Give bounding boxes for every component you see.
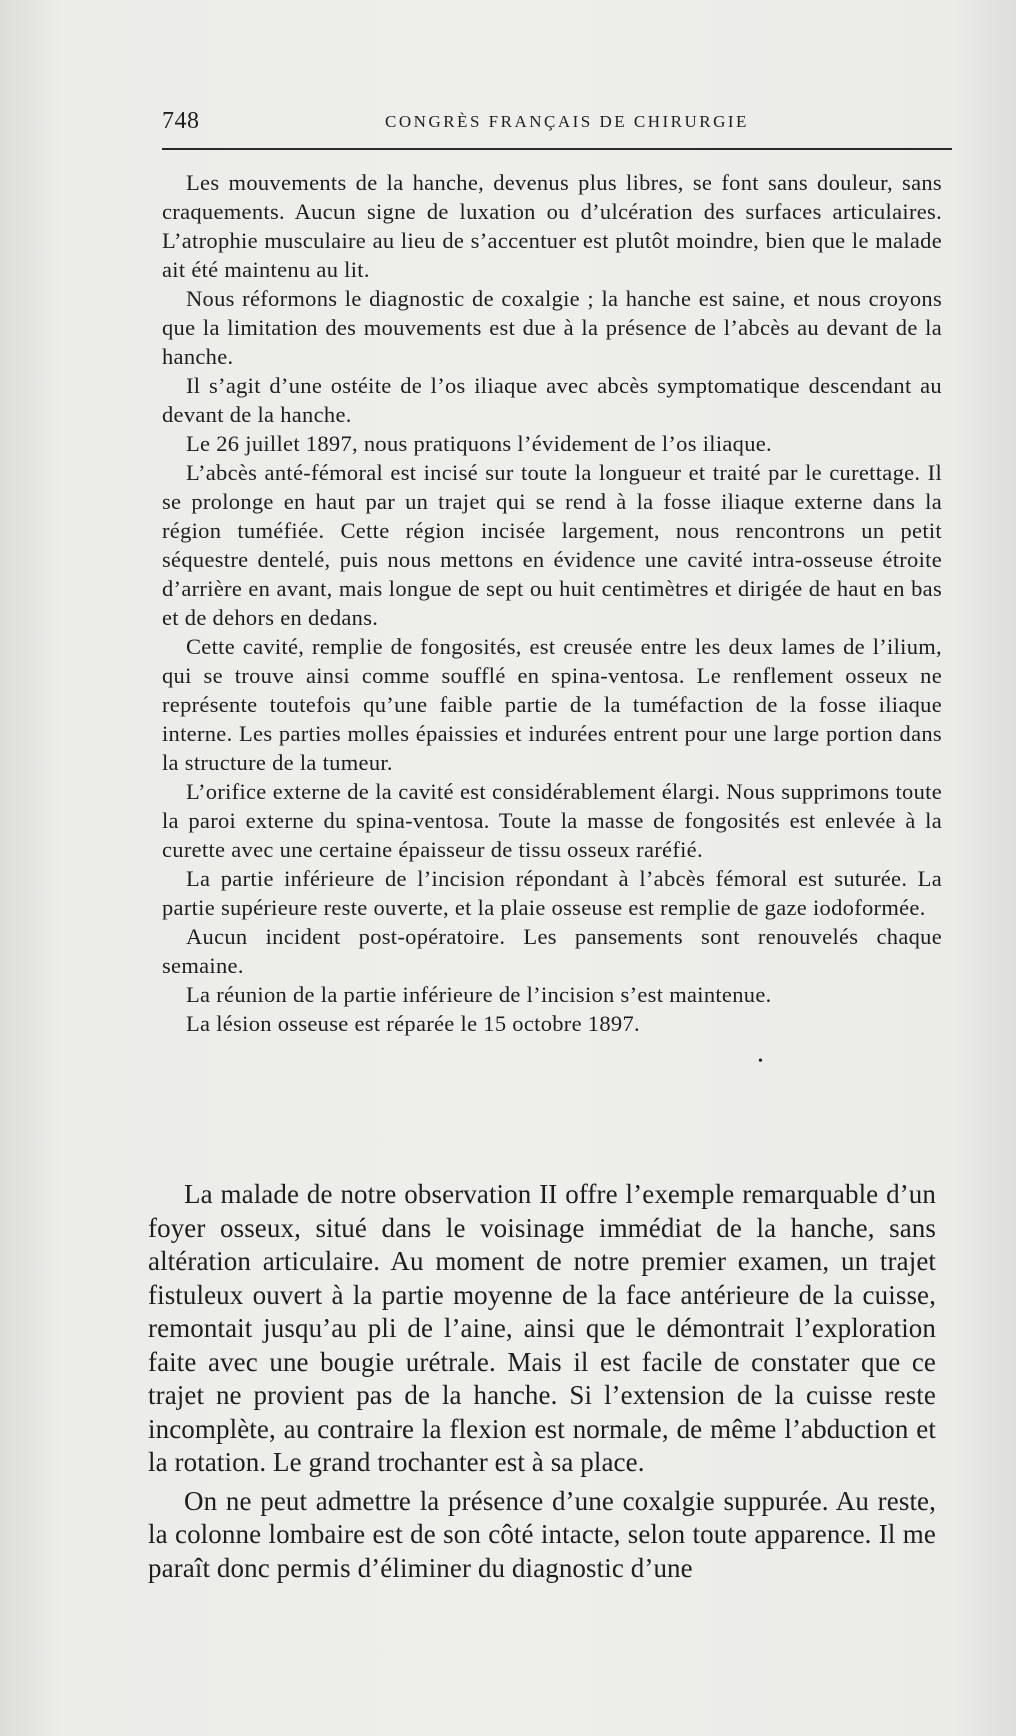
running-head [162,108,952,138]
discussion-text [148,1178,936,1590]
paragraph: La partie inférieure de l’incision répondant à l’abcès fémoral est suturée. La partie supérieure reste ouverte, et la plaie osseuse est remplie de gaze iodoformée. [162,866,942,920]
paragraph: Nous réformons le diagnostic de coxalgie ; la hanche est saine, et nous croyons que la limitation des mouvements est due à la présence de l’abcès au devant de la hanche. [162,286,942,369]
paragraph: La lésion osseuse est réparée le 15 octobre 1897. [186,1011,640,1036]
paragraph: L’abcès anté-fémoral est incisé sur toute la longueur et traité par le curettage. Il se prolonge en haut par un trajet qui se rend à la fosse iliaque externe dans la région tuméfiée. Cette région incisée largement, nous rencontrons un petit séquestre dentelé, puis nous mettons en évidence une cavité intra-osseuse étroite d’arrière en avant, mais longue de sept ou huit centimètres et dirigée de haut en bas et de dehors en dedans. [162,460,942,630]
observation-text [162,168,942,1038]
paragraph: Les mouvements de la hanche, devenus plus libres, se font sans douleur, sans craquements. Aucun signe de luxation ou d’ulcération des surfaces articulaires. L’atrophie musculaire au lieu de s’accentuer est plutôt moindre, bien que le malade ait été maintenu au lit. [162,170,942,282]
paragraph: On ne peut admettre la présence d’une coxalgie suppurée. Au reste, la colonne lombaire est de son côté intacte, selon toute apparence. Il me paraît donc permis d’éliminer du diagnostic d’une [148,1485,936,1583]
paragraph: Cette cavité, remplie de fongosités, est creusée entre les deux lames de l’ilium, qui se trouve ainsi comme soufflé en spina-ventosa. Le renflement osseux ne représente toutefois qu’une faible partie de la tuméfaction de la fosse iliaque interne. Les parties molles épaissies et indurées entrent pour une large portion dans la structure de la tumeur. [162,634,942,775]
paragraph: L’orifice externe de la cavité est considérablement élargi. Nous supprimons toute la paroi externe du spina-ventosa. Toute la masse de fongosités est enlevée à la curette avec une certaine épaisseur de tissu osseux raréfié. [162,779,942,862]
header-rule [162,148,952,150]
paragraph: Aucun incident post-opératoire. Les pansements sont renouvelés chaque semaine. [162,924,942,978]
paragraph: La malade de notre observation II offre l’exemple remarquable d’un foyer osseux, situé dans le voisinage immédiat de la hanche, sans altération articulaire. Au moment de notre premier examen, un trajet fistuleux ouvert à la partie moyenne de la face antérieure de la cuisse, remontait jusqu’au pli de l’aine, ainsi que le démontrait l’exploration faite avec une bougie urétrale. Mais il est facile de constater que ce trajet ne provient pas de la hanche. Si l’extension de la cuisse reste incomplète, au contraire la flexion est normale, de même l’abduction et la rotation. Le grand trochanter est à sa place. [148,1179,936,1477]
paragraph: Le 26 juillet 1897, nous pratiquons l’évidement de l’os iliaque. [186,431,772,456]
bullet-mark: • [758,1054,763,1069]
running-title: CONGRÈS FRANÇAIS DE CHIRURGIE [385,112,749,131]
paragraph: Il s’agit d’une ostéite de l’os iliaque avec abcès symptomatique descendant au devant de la hanche. [162,373,942,427]
paragraph: La réunion de la partie inférieure de l’incision s’est maintenue. [186,982,772,1007]
page-number: 748 [162,108,200,134]
